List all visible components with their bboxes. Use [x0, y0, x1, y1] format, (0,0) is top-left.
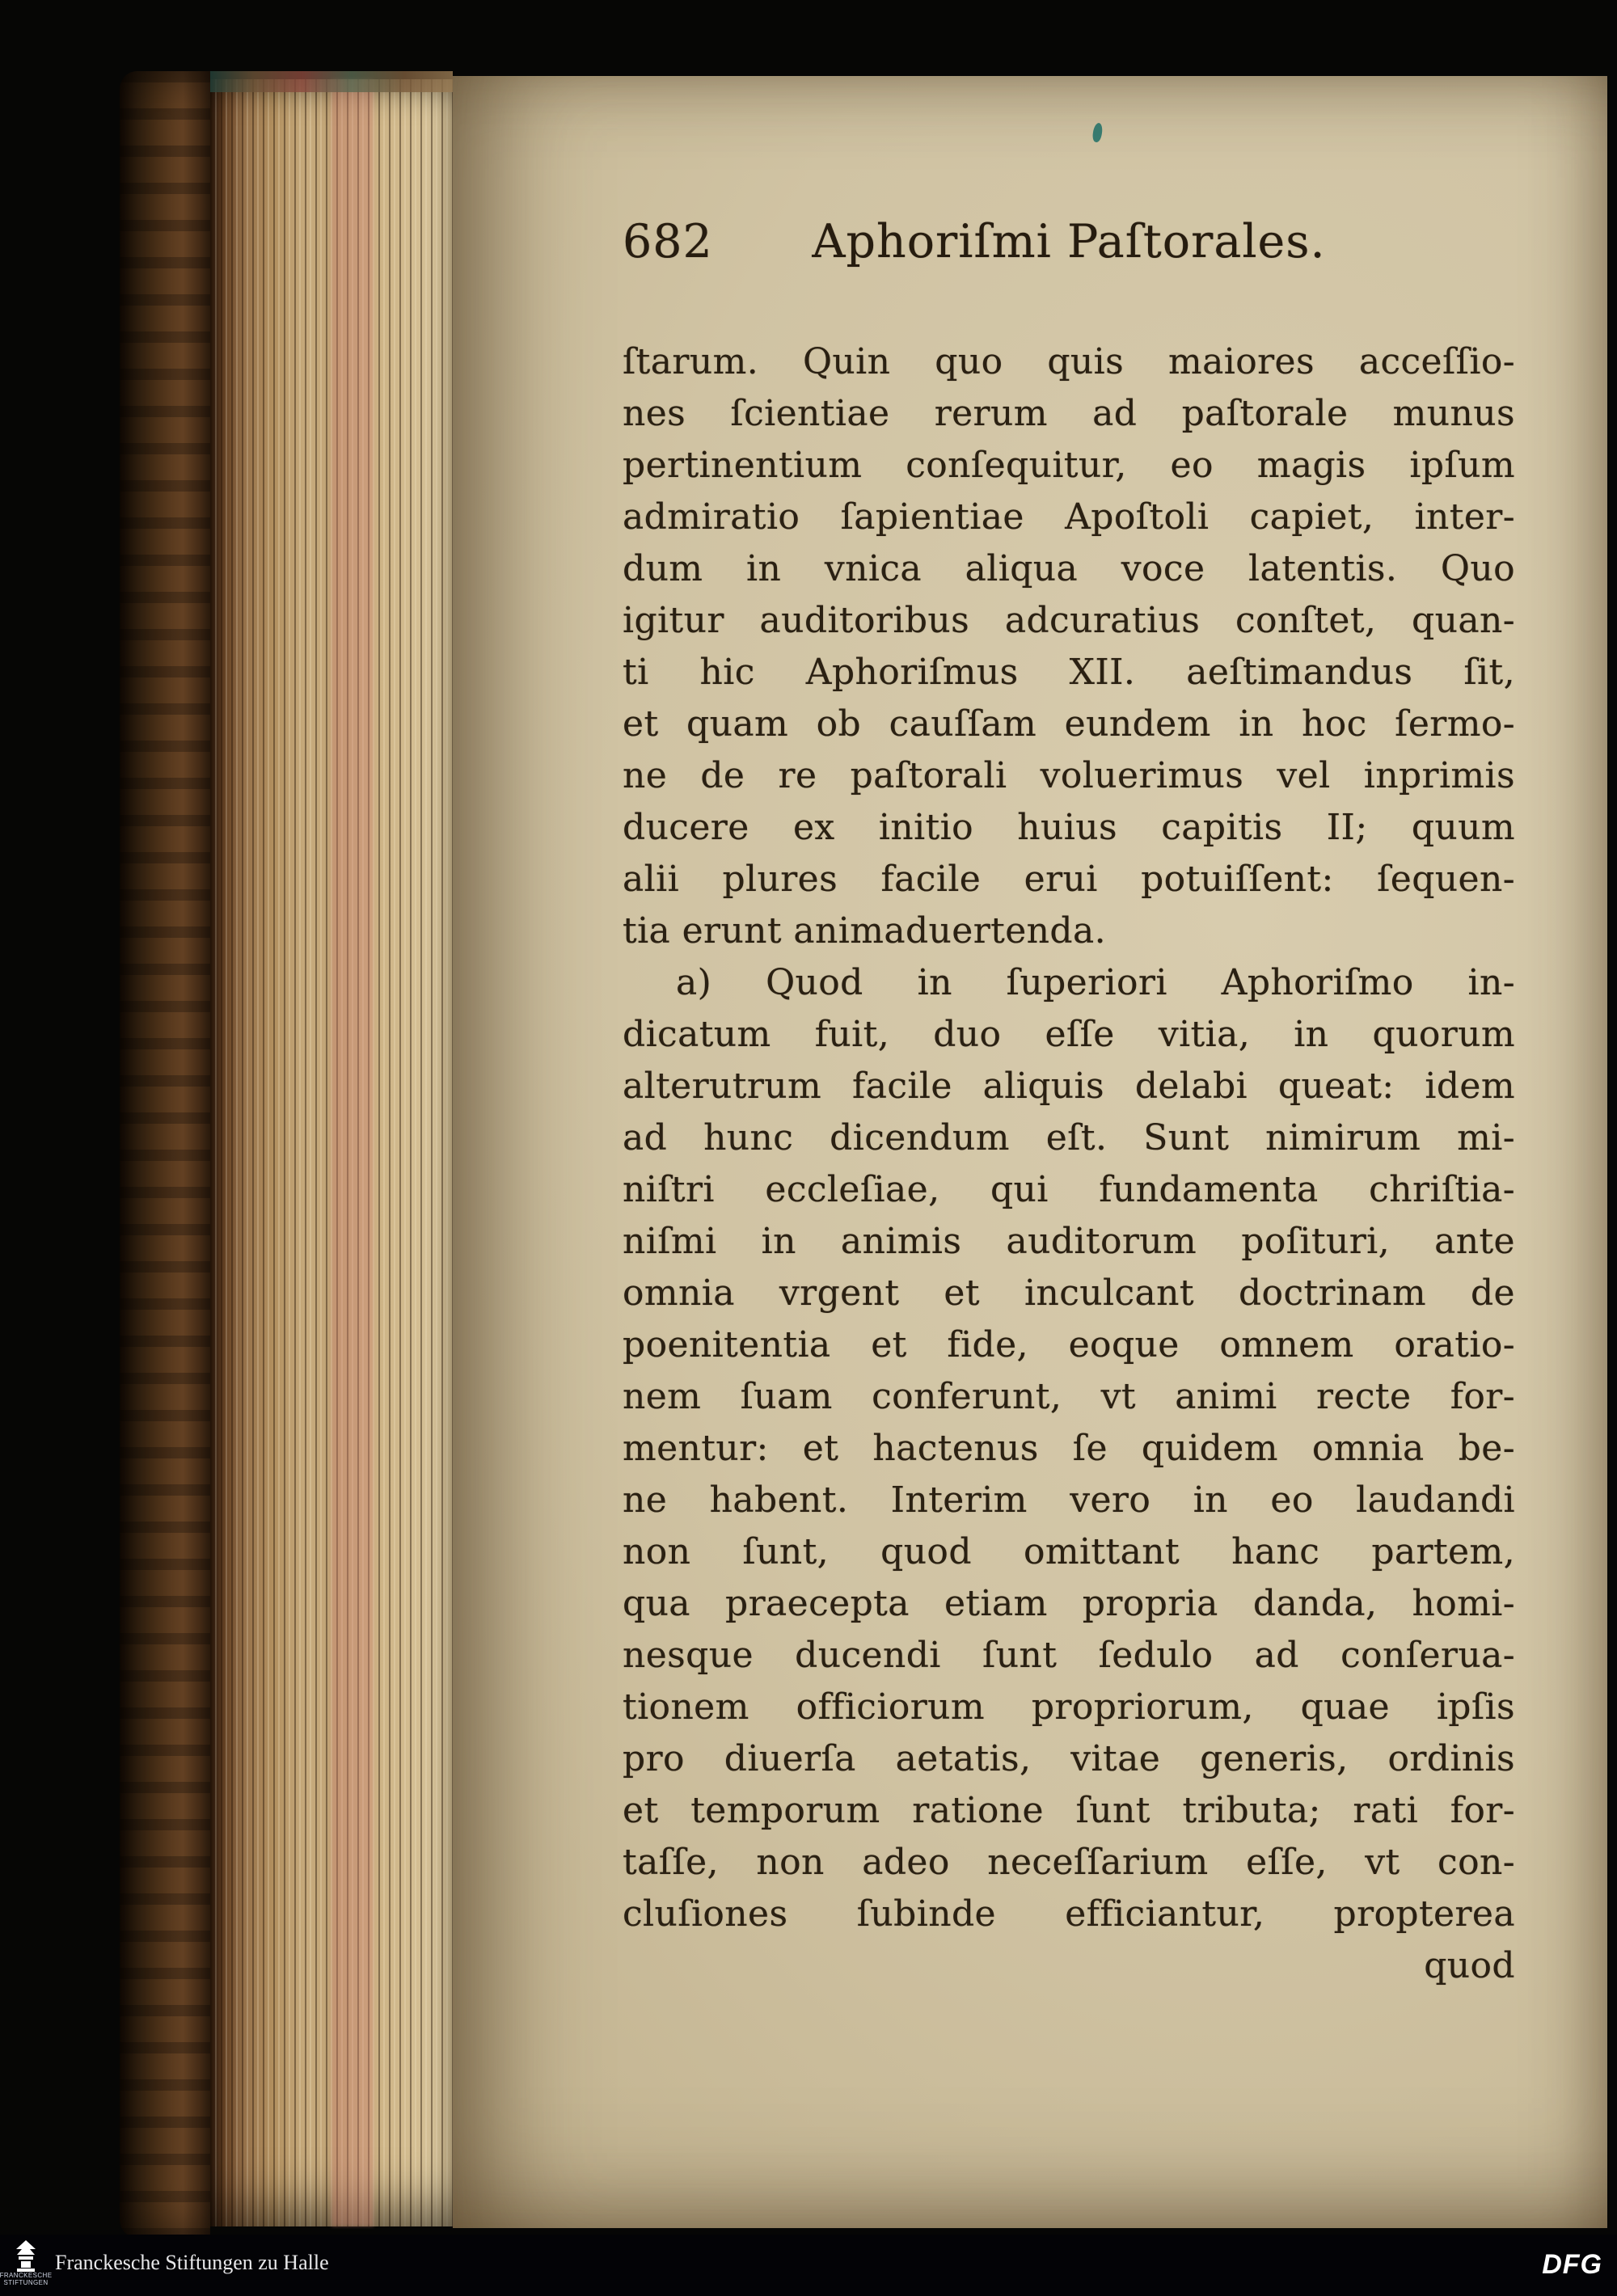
footer-institution-label: Franckesche Stiftungen zu Halle — [55, 2251, 329, 2274]
text-line: igitur auditoribus adcuratius conſtet, quan- — [623, 600, 1515, 641]
book-page — [453, 76, 1607, 2228]
text-line: ne habent. Interim vero in eo laudandi — [623, 1479, 1515, 1521]
text-line: ad hunc dicendum eſt. Sunt nimirum mi- — [623, 1117, 1515, 1159]
text-line: ti hic Aphoriſmus XII. aeſtimandus ſit, — [623, 652, 1515, 693]
text-line: omnia vrgent et inculcant doctrinam de — [623, 1273, 1515, 1314]
page-edge-red-tint — [331, 79, 374, 2226]
text-line: qua praecepta etiam propria danda, homi- — [623, 1583, 1515, 1624]
footer-left-group — [0, 2239, 329, 2286]
text-line: ne de re paſtorali voluerimus vel inprimis — [623, 755, 1515, 796]
text-line: nesque ducendi ſunt ſedulo ad conſerua- — [623, 1635, 1515, 1676]
text-line: taſſe, non adeo neceſſarium eſſe, vt con- — [623, 1842, 1515, 1883]
text-line: admiratio ſapientiae Apoſtoli capiet, inter- — [623, 496, 1515, 538]
running-title: Aphoriſmi Paſtorales. — [812, 215, 1326, 268]
catchword: quod — [1424, 1945, 1515, 1986]
page-number: 682 — [623, 215, 713, 268]
text-line: tionem officiorum propriorum, quae ipſis — [623, 1686, 1515, 1728]
eagle-emblem-icon — [12, 2239, 40, 2272]
text-line: et quam ob cauſſam eundem in hoc ſermo- — [623, 703, 1515, 745]
text-line: ſtarum. Quin quo quis maiores acceſſio- — [623, 341, 1515, 382]
scan-footer-bar — [0, 2235, 1617, 2296]
page-edge-stack — [210, 79, 453, 2226]
text-line: alii plures facile erui potuiſſent: ſequen- — [623, 859, 1515, 900]
text-line: non ſunt, quod omittant hanc partem, — [623, 1531, 1515, 1572]
text-line: mentur: et hactenus ſe quidem omnia be- — [623, 1428, 1515, 1469]
body-text-block — [623, 336, 1515, 1992]
emblem-caption: FRANCKESCHE STIFTUNGEN — [0, 2272, 53, 2286]
text-line: niſtri eccleſiae, qui fundamenta chriſtia- — [623, 1169, 1515, 1210]
book-spine-leather — [120, 71, 210, 2238]
dfg-logo: DFG — [1542, 2249, 1602, 2280]
text-line: nem ſuam conferunt, vt animi recte for- — [623, 1376, 1515, 1417]
page-header — [623, 215, 1515, 272]
text-line: pertinentium conſequitur, eo magis ipſum — [623, 445, 1515, 486]
text-line: pro diuerſa aetatis, vitae generis, ordinis — [623, 1738, 1515, 1779]
text-line: et temporum ratione ſunt tributa; rati for- — [623, 1790, 1515, 1831]
text-line: poenitentia et fide, eoque omnem oratio- — [623, 1324, 1515, 1365]
text-line: dicatum fuit, duo eſſe vitia, in quorum — [623, 1014, 1515, 1055]
scanned-book — [120, 71, 1611, 2238]
text-line: tia erunt animaduertenda. — [623, 910, 1107, 952]
text-line: dum in vnica aliqua voce latentis. Quo — [623, 548, 1515, 589]
text-line: a) Quod in ſuperiori Aphoriſmo in- — [676, 962, 1515, 1003]
text-line: cluſiones ſubinde efficiantur, propterea — [623, 1893, 1515, 1935]
page-edge-top-marbling — [210, 71, 453, 92]
text-line: ducere ex initio huius capitis II; quum — [623, 807, 1515, 848]
text-line: nes ſcientiae rerum ad paſtorale munus — [623, 393, 1515, 434]
text-line: niſmi in animis auditorum poſituri, ante — [623, 1221, 1515, 1262]
franckesche-stiftungen-emblem-icon — [0, 2239, 53, 2286]
text-line: alterutrum facile aliquis delabi queat: idem — [623, 1066, 1515, 1107]
